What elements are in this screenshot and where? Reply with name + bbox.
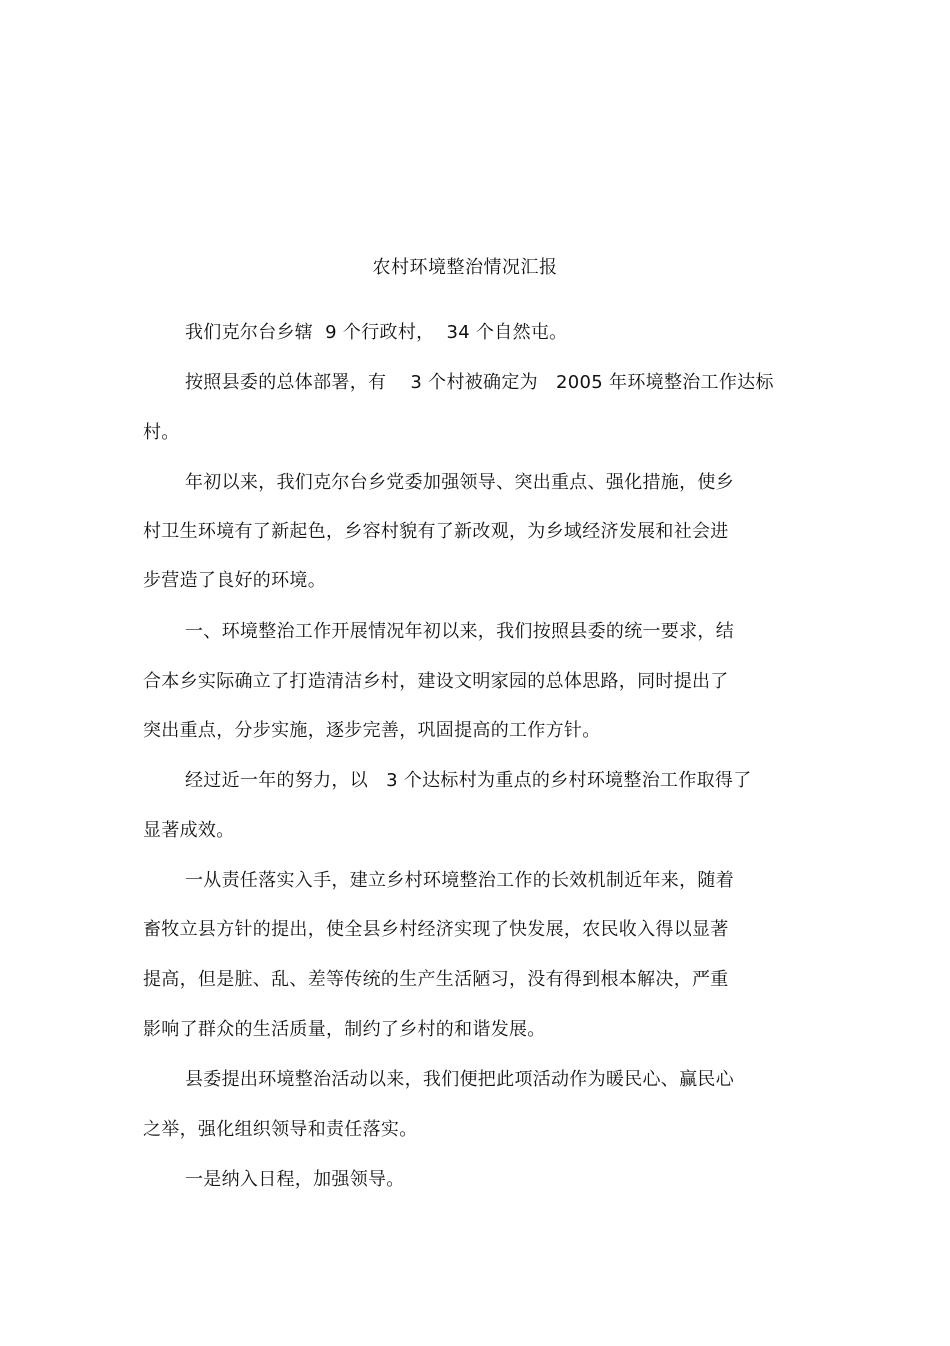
paragraph-line: 步营造了良好的环境。 <box>143 570 326 591</box>
paragraph-line: 一是纳入日程，加强领导。 <box>185 1169 405 1190</box>
paragraph-line: 经过近一年的努力，以 3 个达标村为重点的乡村环境整治工作取得了 <box>185 770 752 791</box>
paragraph-line: 突出重点，分步实施，逐步完善，巩固提高的工作方针。 <box>143 720 601 741</box>
paragraph-line: 之举，强化组织领导和责任落实。 <box>143 1119 418 1140</box>
paragraph-line: 提高，但是脏、乱、差等传统的生产生活陋习，没有得到根本解决，严重 <box>143 969 729 990</box>
paragraph-line: 县委提出环境整治活动以来，我们便把此项活动作为暖民心、赢民心 <box>185 1069 734 1090</box>
paragraph-line: 合本乡实际确立了打造清洁乡村，建设文明家园的总体思路，同时提出了 <box>143 671 729 692</box>
paragraph-line: 村卫生环境有了新起色，乡容村貌有了新改观，为乡域经济发展和社会进 <box>143 521 729 542</box>
paragraph-line: 村。 <box>143 422 180 443</box>
document-title: 农村环境整治情况汇报 <box>372 257 558 278</box>
paragraph-line: 年初以来，我们克尔台乡党委加强领导、突出重点、强化措施，使乡 <box>185 472 734 493</box>
paragraph-line: 一、环境整治工作开展情况年初以来，我们按照县委的统一要求，结 <box>185 621 734 642</box>
paragraph-line: 我们克尔台乡辖 9 个行政村， 34 个自然屯。 <box>185 322 568 343</box>
paragraph-line: 显著成效。 <box>143 820 235 841</box>
paragraph-line: 畜牧立县方针的提出，使全县乡村经济实现了快发展，农民收入得以显著 <box>143 919 729 940</box>
paragraph-line: 按照县委的总体部署，有 3 个村被确定为 2005 年环境整治工作达标 <box>185 372 774 393</box>
paragraph-line: 影响了群众的生活质量，制约了乡村的和谐发展。 <box>143 1019 546 1040</box>
paragraph-line: 一从责任落实入手，建立乡村环境整治工作的长效机制近年来，随着 <box>185 870 734 891</box>
